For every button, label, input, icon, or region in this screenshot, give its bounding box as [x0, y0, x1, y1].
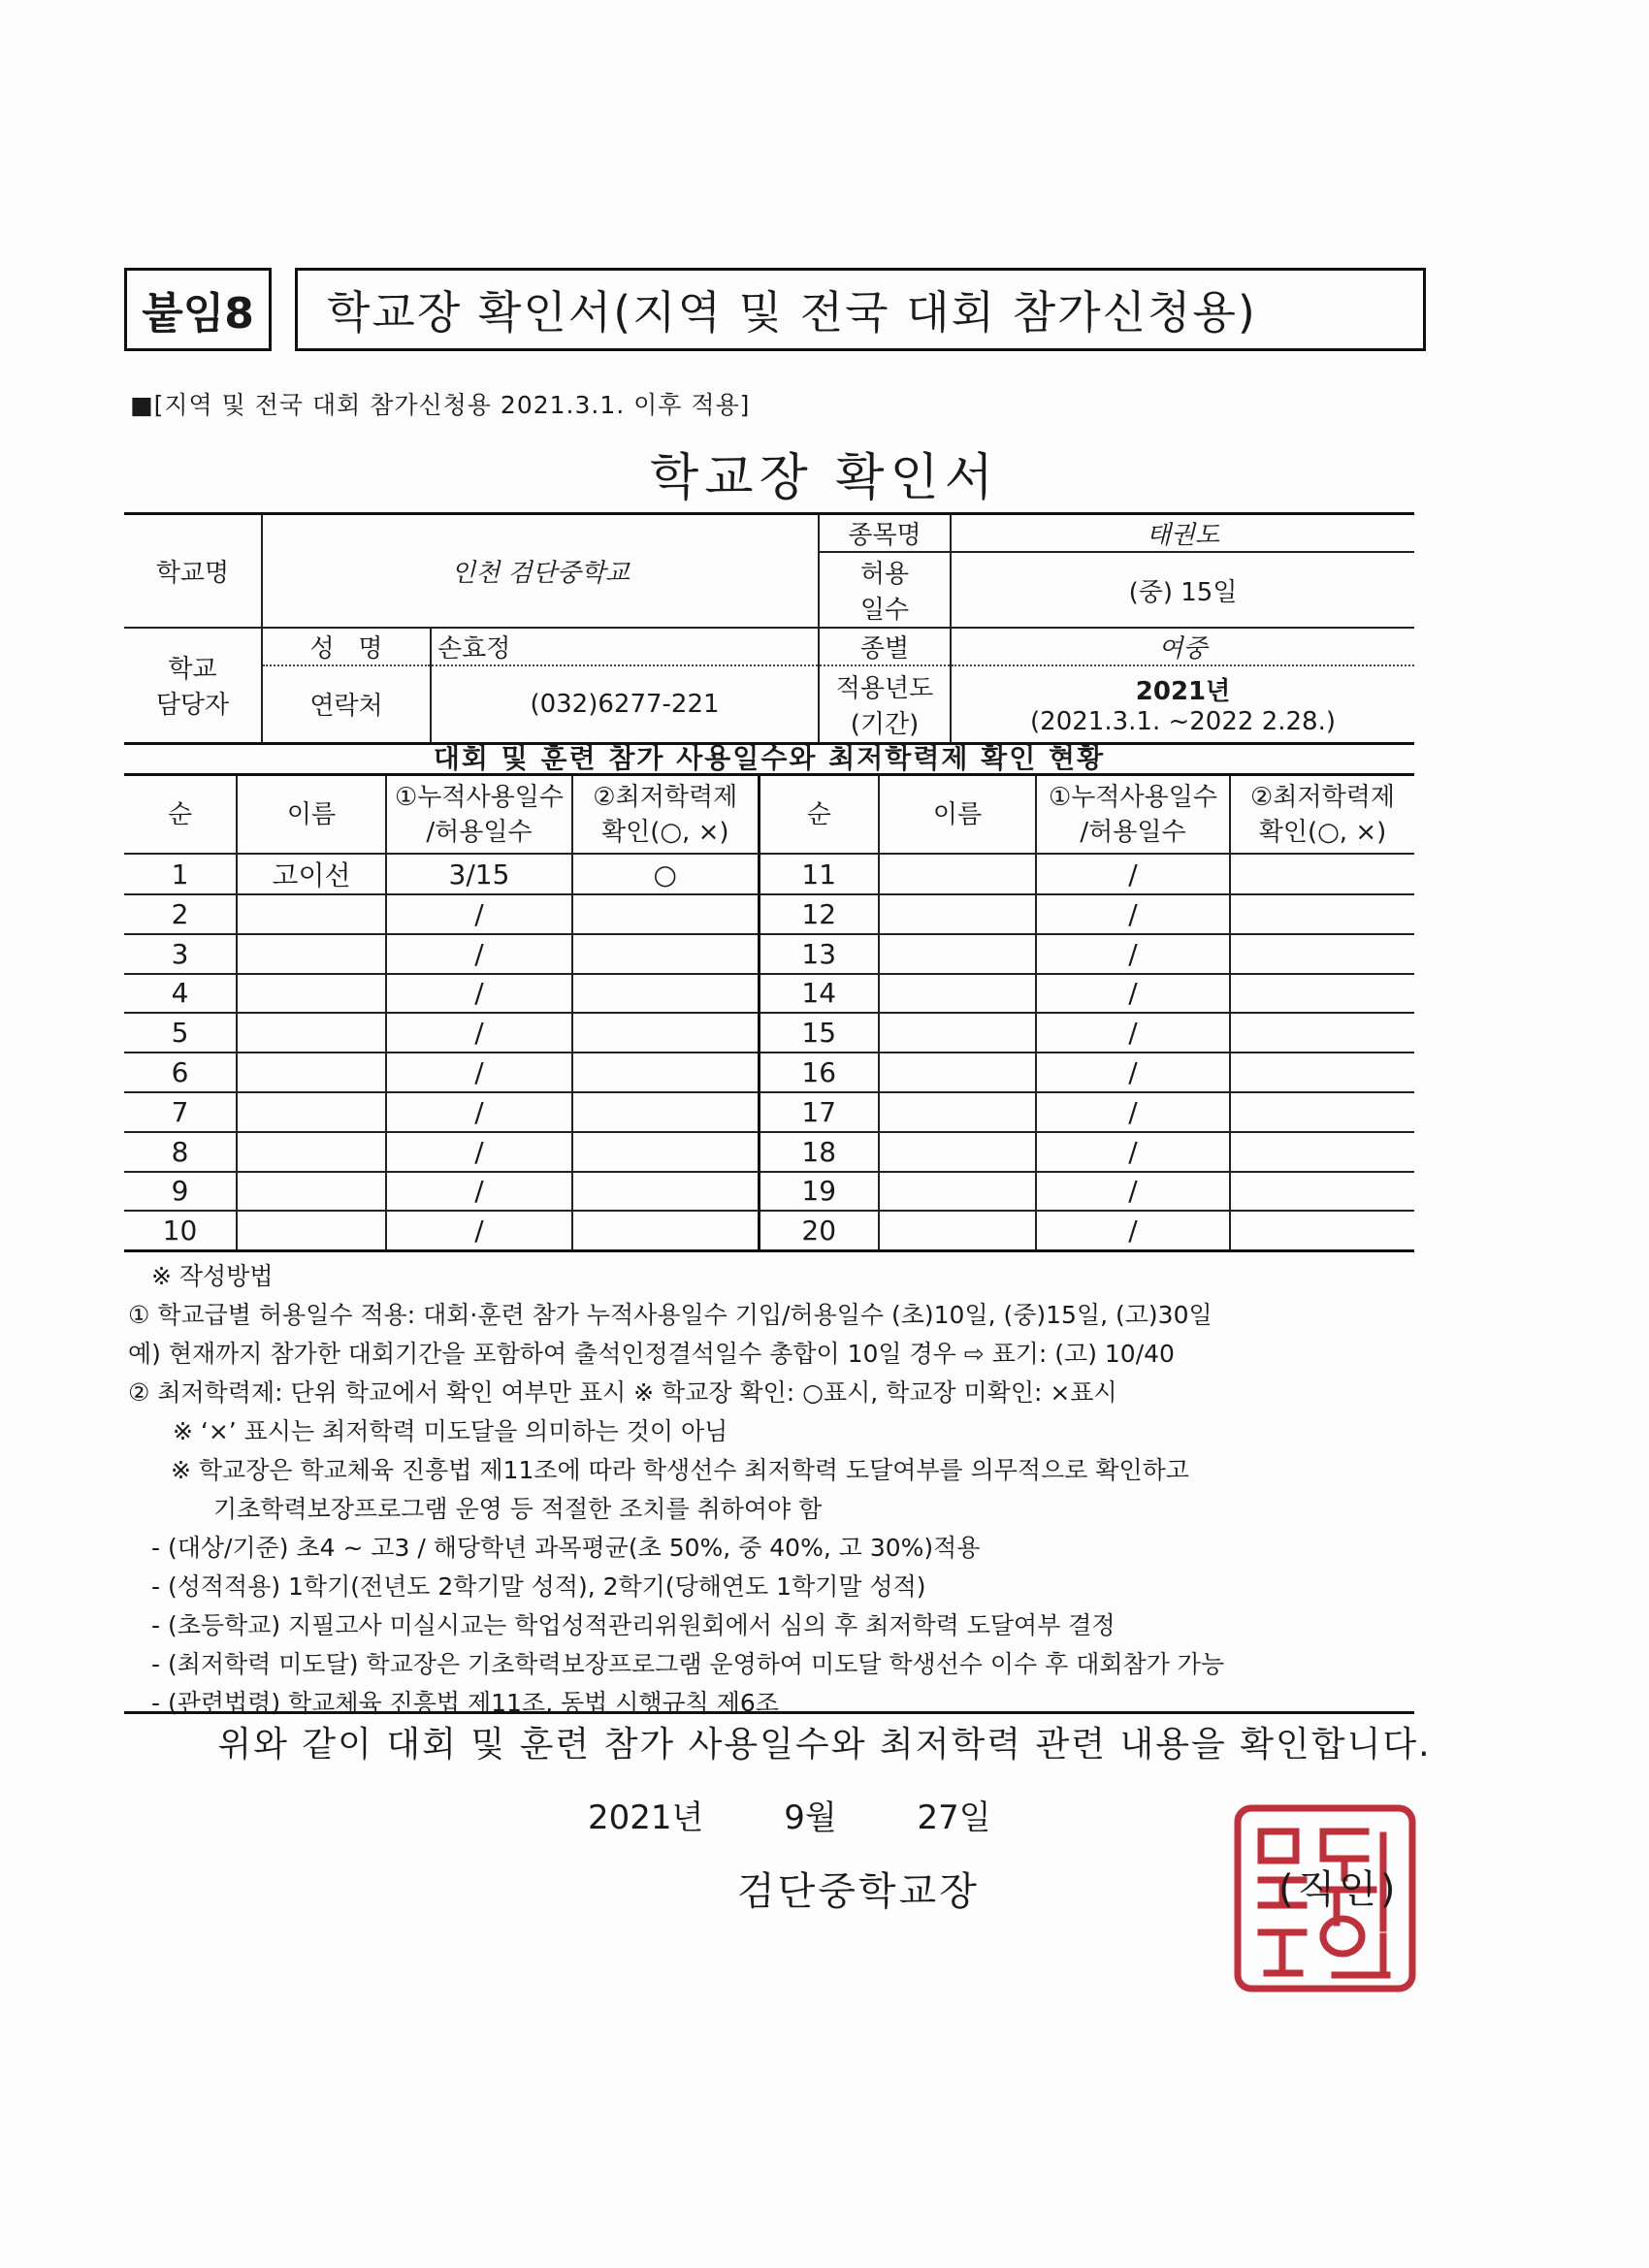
apply-year-label — [819, 665, 951, 743]
allowed-days-label-line1: 허용 — [859, 560, 910, 589]
table-row — [124, 1132, 1414, 1172]
cell-left-name — [237, 934, 386, 974]
page-title: 학교장 확인서 — [650, 449, 999, 507]
cell-left-check: ○ — [572, 854, 759, 894]
note-line: - (관련법령) 학교체육 진흥법 제11조, 동법 시행규칙 제6조 — [151, 1689, 779, 1717]
instructions-heading: ※ 작성방법 — [151, 1262, 274, 1290]
cell-left-name — [237, 1092, 386, 1132]
col-check-right — [1230, 776, 1414, 854]
cell-right-name — [879, 1092, 1036, 1132]
note-line: - (최저학력 미도달) 학교장은 기초학력보장프로그램 운영하여 미도달 학생선수 이수 후 대회참가 가능 — [151, 1650, 1225, 1678]
date-month: 9월 — [784, 1798, 837, 1837]
roster-body — [124, 854, 1414, 1250]
cell-right-check — [1230, 1092, 1414, 1132]
roster-table — [124, 776, 1414, 1252]
cell-right-name — [879, 974, 1036, 1014]
cell-right-days: / — [1036, 934, 1230, 974]
cell-left-days: / — [386, 1053, 572, 1092]
col-check-left-line2: 확인(○, ×) — [600, 817, 729, 847]
cell-right-no: 19 — [759, 1172, 879, 1212]
cell-left-days: / — [386, 894, 572, 934]
note-line: ※ ‘×’ 표시는 최저학력 미도달을 의미하는 것이 아님 — [173, 1417, 728, 1445]
col-days-right-line1: ①누적사용일수 — [1048, 782, 1217, 812]
contact-label: 연락처 — [262, 665, 431, 743]
cell-right-days: / — [1036, 854, 1230, 894]
note-line: ※ 학교장은 학교체육 진흥법 제11조에 따라 학생선수 최저학력 도달여부를 의무적으로 확인하고 — [171, 1456, 1189, 1484]
cell-left-name: 고이선 — [237, 854, 386, 894]
contact-value: (032)6277-221 — [431, 665, 819, 743]
cell-left-name — [237, 894, 386, 934]
table-row — [124, 1092, 1414, 1132]
event-label: 종목명 — [819, 514, 951, 553]
cell-left-check — [572, 1132, 759, 1172]
cell-left-no: 4 — [124, 974, 237, 1014]
col-name-left: 이름 — [237, 776, 386, 854]
cell-left-no: 9 — [124, 1172, 237, 1212]
attachment-label: 붙임8 — [124, 268, 272, 351]
school-name-value: 인천 검단중학교 — [262, 514, 819, 629]
col-no-left: 순 — [124, 776, 237, 854]
cell-left-name — [237, 1211, 386, 1250]
col-check-right-line1: ②최저학력제 — [1250, 782, 1395, 812]
principal-title: 검단중학교장 — [737, 1869, 980, 1914]
cell-right-check — [1230, 934, 1414, 974]
cell-left-no: 10 — [124, 1211, 237, 1250]
cell-right-check — [1230, 1053, 1414, 1092]
manager-label — [124, 628, 262, 743]
col-days-right-line2: /허용일수 — [1080, 817, 1186, 847]
allowed-days-label-line2: 일수 — [859, 596, 910, 625]
cell-left-name — [237, 1132, 386, 1172]
cell-right-days: / — [1036, 1053, 1230, 1092]
cell-right-name — [879, 1211, 1036, 1250]
seal-label: (직인) — [1278, 1867, 1400, 1912]
cell-right-no: 11 — [759, 854, 879, 894]
cell-left-no: 6 — [124, 1053, 237, 1092]
col-check-left-line1: ②최저학력제 — [593, 782, 738, 812]
school-info-table — [124, 512, 1414, 745]
col-name-right: 이름 — [879, 776, 1036, 854]
cell-left-check — [572, 1172, 759, 1212]
cell-left-check — [572, 1013, 759, 1053]
manager-label-line2: 담당자 — [155, 691, 230, 721]
allowed-days-value: (중) 15일 — [951, 552, 1414, 628]
cell-left-days: / — [386, 934, 572, 974]
note-line: - (성적적용) 1학기(전년도 2학기말 성적), 2학기(당해연도 1학기말 성적) — [151, 1572, 926, 1601]
cell-left-check — [572, 1211, 759, 1250]
col-days-left-line1: ①누적사용일수 — [394, 782, 564, 812]
cell-right-check — [1230, 974, 1414, 1014]
table-row — [124, 1053, 1414, 1092]
cell-left-name — [237, 1013, 386, 1053]
cell-right-no: 20 — [759, 1211, 879, 1250]
cell-left-check — [572, 894, 759, 934]
cell-left-check — [572, 974, 759, 1014]
table-row — [124, 1172, 1414, 1212]
cell-left-no: 1 — [124, 854, 237, 894]
note-line: - (초등학교) 지필고사 미실시교는 학업성적관리위원회에서 심의 후 최저학력 도달여부 결정 — [151, 1611, 1116, 1639]
table-row — [124, 974, 1414, 1014]
roster-header-row — [124, 776, 1414, 854]
school-name-label: 학교명 — [124, 514, 262, 629]
note-line: ② 최저학력제: 단위 학교에서 확인 여부만 표시 ※ 학교장 확인: ○표시, 학교장 미확인: ×표시 — [128, 1378, 1117, 1407]
cell-right-check — [1230, 894, 1414, 934]
cell-right-days: / — [1036, 1172, 1230, 1212]
cell-right-check — [1230, 1132, 1414, 1172]
cell-right-days: / — [1036, 1211, 1230, 1250]
note-line: 예) 현재까지 참가한 대회기간을 포함하여 출석인정결석일수 총합이 10일 경우 ⇨ 표기: (고) 10/40 — [128, 1340, 1175, 1368]
apply-period: (2021.3.1. ~2022 2.28.) — [1030, 707, 1336, 737]
cell-right-check — [1230, 854, 1414, 894]
table-row — [124, 894, 1414, 934]
cell-left-days: / — [386, 1092, 572, 1132]
category-value: 여중 — [951, 628, 1414, 665]
table-row — [124, 1211, 1414, 1250]
cell-right-no: 17 — [759, 1092, 879, 1132]
date-year: 2021년 — [588, 1798, 704, 1837]
cell-left-days: / — [386, 1132, 572, 1172]
col-days-left — [386, 776, 572, 854]
cell-left-name — [237, 1172, 386, 1212]
cell-left-check — [572, 1053, 759, 1092]
instructions — [128, 1257, 1428, 1723]
cell-right-no: 16 — [759, 1053, 879, 1092]
category-label: 종별 — [819, 628, 951, 665]
cell-left-check — [572, 934, 759, 974]
date-day: 27일 — [917, 1798, 991, 1837]
cell-right-days: / — [1036, 1132, 1230, 1172]
cell-left-no: 7 — [124, 1092, 237, 1132]
note-line: 기초학력보장프로그램 운영 등 적절한 조치를 취하여야 함 — [213, 1495, 823, 1523]
cell-right-name — [879, 1132, 1036, 1172]
cell-left-days: / — [386, 1211, 572, 1250]
issue-date — [588, 1791, 1032, 1838]
apply-year-label-line2: (기간) — [850, 709, 920, 739]
cell-right-check — [1230, 1211, 1414, 1250]
confirmation-statement: 위와 같이 대회 및 훈련 참가 사용일수와 최저학력 관련 내용을 확인합니다. — [217, 1725, 1432, 1765]
col-days-right — [1036, 776, 1230, 854]
apply-year: 2021년 — [1135, 677, 1231, 707]
divider — [124, 1711, 1414, 1714]
cell-right-name — [879, 894, 1036, 934]
cell-right-days: / — [1036, 1092, 1230, 1132]
col-days-left-line2: /허용일수 — [426, 817, 533, 847]
apply-year-label-line1: 적용년도 — [835, 673, 934, 703]
roster-section-title: 대회 및 훈련 참가 사용일수와 최저학력제 확인 현황 — [124, 737, 1414, 776]
cell-right-no: 15 — [759, 1013, 879, 1053]
manager-name-label: 성 명 — [262, 628, 431, 665]
col-check-right-line2: 확인(○, ×) — [1258, 817, 1387, 847]
cell-right-no: 18 — [759, 1132, 879, 1172]
cell-right-name — [879, 854, 1036, 894]
note-line: ① 학교급별 허용일수 적용: 대회·훈련 참가 누적사용일수 기입/허용일수 (초)10일, (중)15일, (고)30일 — [128, 1301, 1212, 1329]
col-no-right: 순 — [759, 776, 879, 854]
cell-right-name — [879, 1053, 1036, 1092]
allowed-days-label — [819, 552, 951, 628]
event-value: 태권도 — [951, 514, 1414, 553]
cell-left-no: 8 — [124, 1132, 237, 1172]
note-line: - (대상/기준) 초4 ~ 고3 / 해당학년 과목평균(초 50%, 중 40%, 고 30%)적용 — [151, 1534, 981, 1562]
table-row — [124, 1013, 1414, 1053]
cell-left-days: / — [386, 974, 572, 1014]
cell-right-name — [879, 934, 1036, 974]
manager-label-line1: 학교 — [168, 655, 217, 685]
cell-right-name — [879, 1172, 1036, 1212]
table-row — [124, 934, 1414, 974]
cell-right-check — [1230, 1172, 1414, 1212]
cell-right-name — [879, 1013, 1036, 1053]
cell-right-no: 14 — [759, 974, 879, 1014]
cell-left-name — [237, 974, 386, 1014]
apply-year-value — [951, 665, 1414, 743]
cell-left-days: / — [386, 1013, 572, 1053]
manager-name-value: 손효정 — [431, 628, 819, 665]
cell-right-no: 13 — [759, 934, 879, 974]
cell-right-days: / — [1036, 1013, 1230, 1053]
document-header-title: 학교장 확인서(지역 및 전국 대회 참가신청용) — [295, 268, 1426, 351]
table-row — [124, 854, 1414, 894]
cell-left-no: 3 — [124, 934, 237, 974]
cell-right-check — [1230, 1013, 1414, 1053]
cell-left-days: 3/15 — [386, 854, 572, 894]
cell-left-no: 5 — [124, 1013, 237, 1053]
applicability-note: ■[지역 및 전국 대회 참가신청용 2021.3.1. 이후 적용] — [130, 391, 751, 419]
col-check-left — [572, 776, 759, 854]
cell-left-days: / — [386, 1172, 572, 1212]
cell-right-no: 12 — [759, 894, 879, 934]
cell-right-days: / — [1036, 894, 1230, 934]
cell-left-check — [572, 1092, 759, 1132]
cell-left-name — [237, 1053, 386, 1092]
cell-left-no: 2 — [124, 894, 237, 934]
cell-right-days: / — [1036, 974, 1230, 1014]
